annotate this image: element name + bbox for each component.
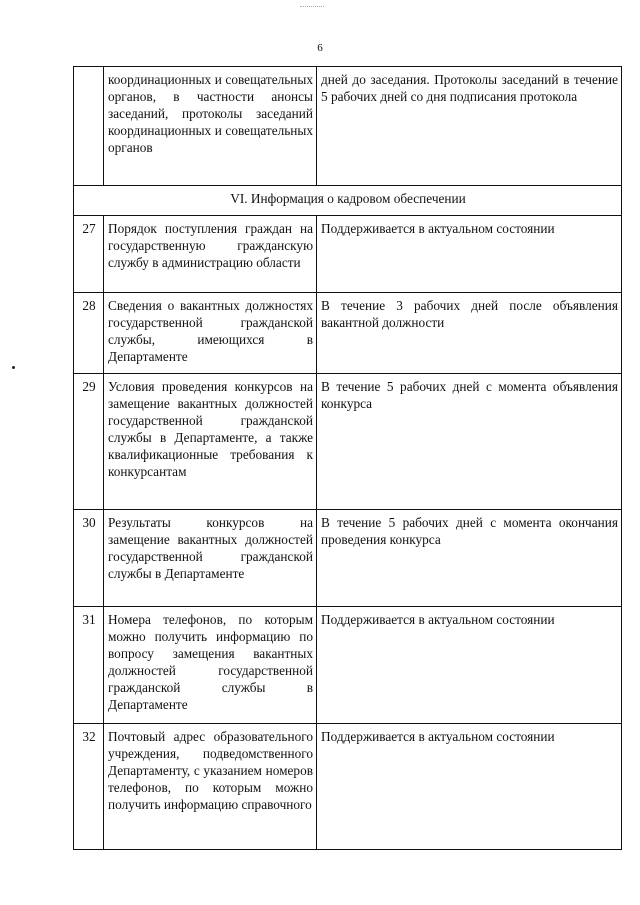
row-publication-term: дней до заседания. Протоколы заседаний в течение 5 рабочих дней со дня подписания протокола [317, 67, 622, 186]
row-information-name: Сведения о вакантных должностях государственной гражданской службы, имеющихся в Департаменте [104, 293, 317, 374]
row-publication-term: В течение 5 рабочих дней с момента окончания проведения конкурса [317, 510, 622, 607]
row-number [74, 67, 104, 186]
scan-artifact [300, 6, 324, 8]
row-publication-term: Поддерживается в актуальном состоянии [317, 607, 622, 724]
information-table [73, 66, 622, 850]
row-number: 27 [74, 216, 104, 293]
table-row [74, 293, 622, 374]
row-number: 31 [74, 607, 104, 724]
row-information-name: Номера телефонов, по которым можно получить информацию по вопросу замещения вакантных должностей государственной гражданской службы в Департаменте [104, 607, 317, 724]
row-publication-term: Поддерживается в актуальном состоянии [317, 216, 622, 293]
table-row [74, 724, 622, 850]
row-publication-term: В течение 5 рабочих дней с момента объявления конкурса [317, 374, 622, 510]
row-information-name: Условия проведения конкурсов на замещение вакантных должностей государственной гражданской службы в Департаменте, а также квалификационные требования к конкурсантам [104, 374, 317, 510]
row-number: 28 [74, 293, 104, 374]
row-publication-term: Поддерживается в актуальном состоянии [317, 724, 622, 850]
row-publication-term: В течение 3 рабочих дней после объявления вакантной должности [317, 293, 622, 374]
table-row [74, 374, 622, 510]
row-number: 30 [74, 510, 104, 607]
page-number: 6 [317, 42, 323, 54]
table-row [74, 216, 622, 293]
table-row [74, 607, 622, 724]
section-title: VI. Информация о кадровом обеспечении [74, 186, 622, 216]
row-number: 29 [74, 374, 104, 510]
row-information-name: Результаты конкурсов на замещение вакантных должностей государственной гражданской службы в Департаменте [104, 510, 317, 607]
row-information-name: Почтовый адрес образовательного учреждения, подведомственного Департаменту, с указанием номеров телефонов, по которым можно получить информацию справочного [104, 724, 317, 850]
row-number: 32 [74, 724, 104, 850]
row-information-name: координационных и совещательных органов, в частности анонсы заседаний, протоколы заседаний координационных и совещательных органов [104, 67, 317, 186]
table-row [74, 67, 622, 186]
row-information-name: Порядок поступления граждан на государственную гражданскую службу в администрацию области [104, 216, 317, 293]
scan-dot [12, 366, 15, 369]
table-row [74, 510, 622, 607]
section-row [74, 186, 622, 216]
